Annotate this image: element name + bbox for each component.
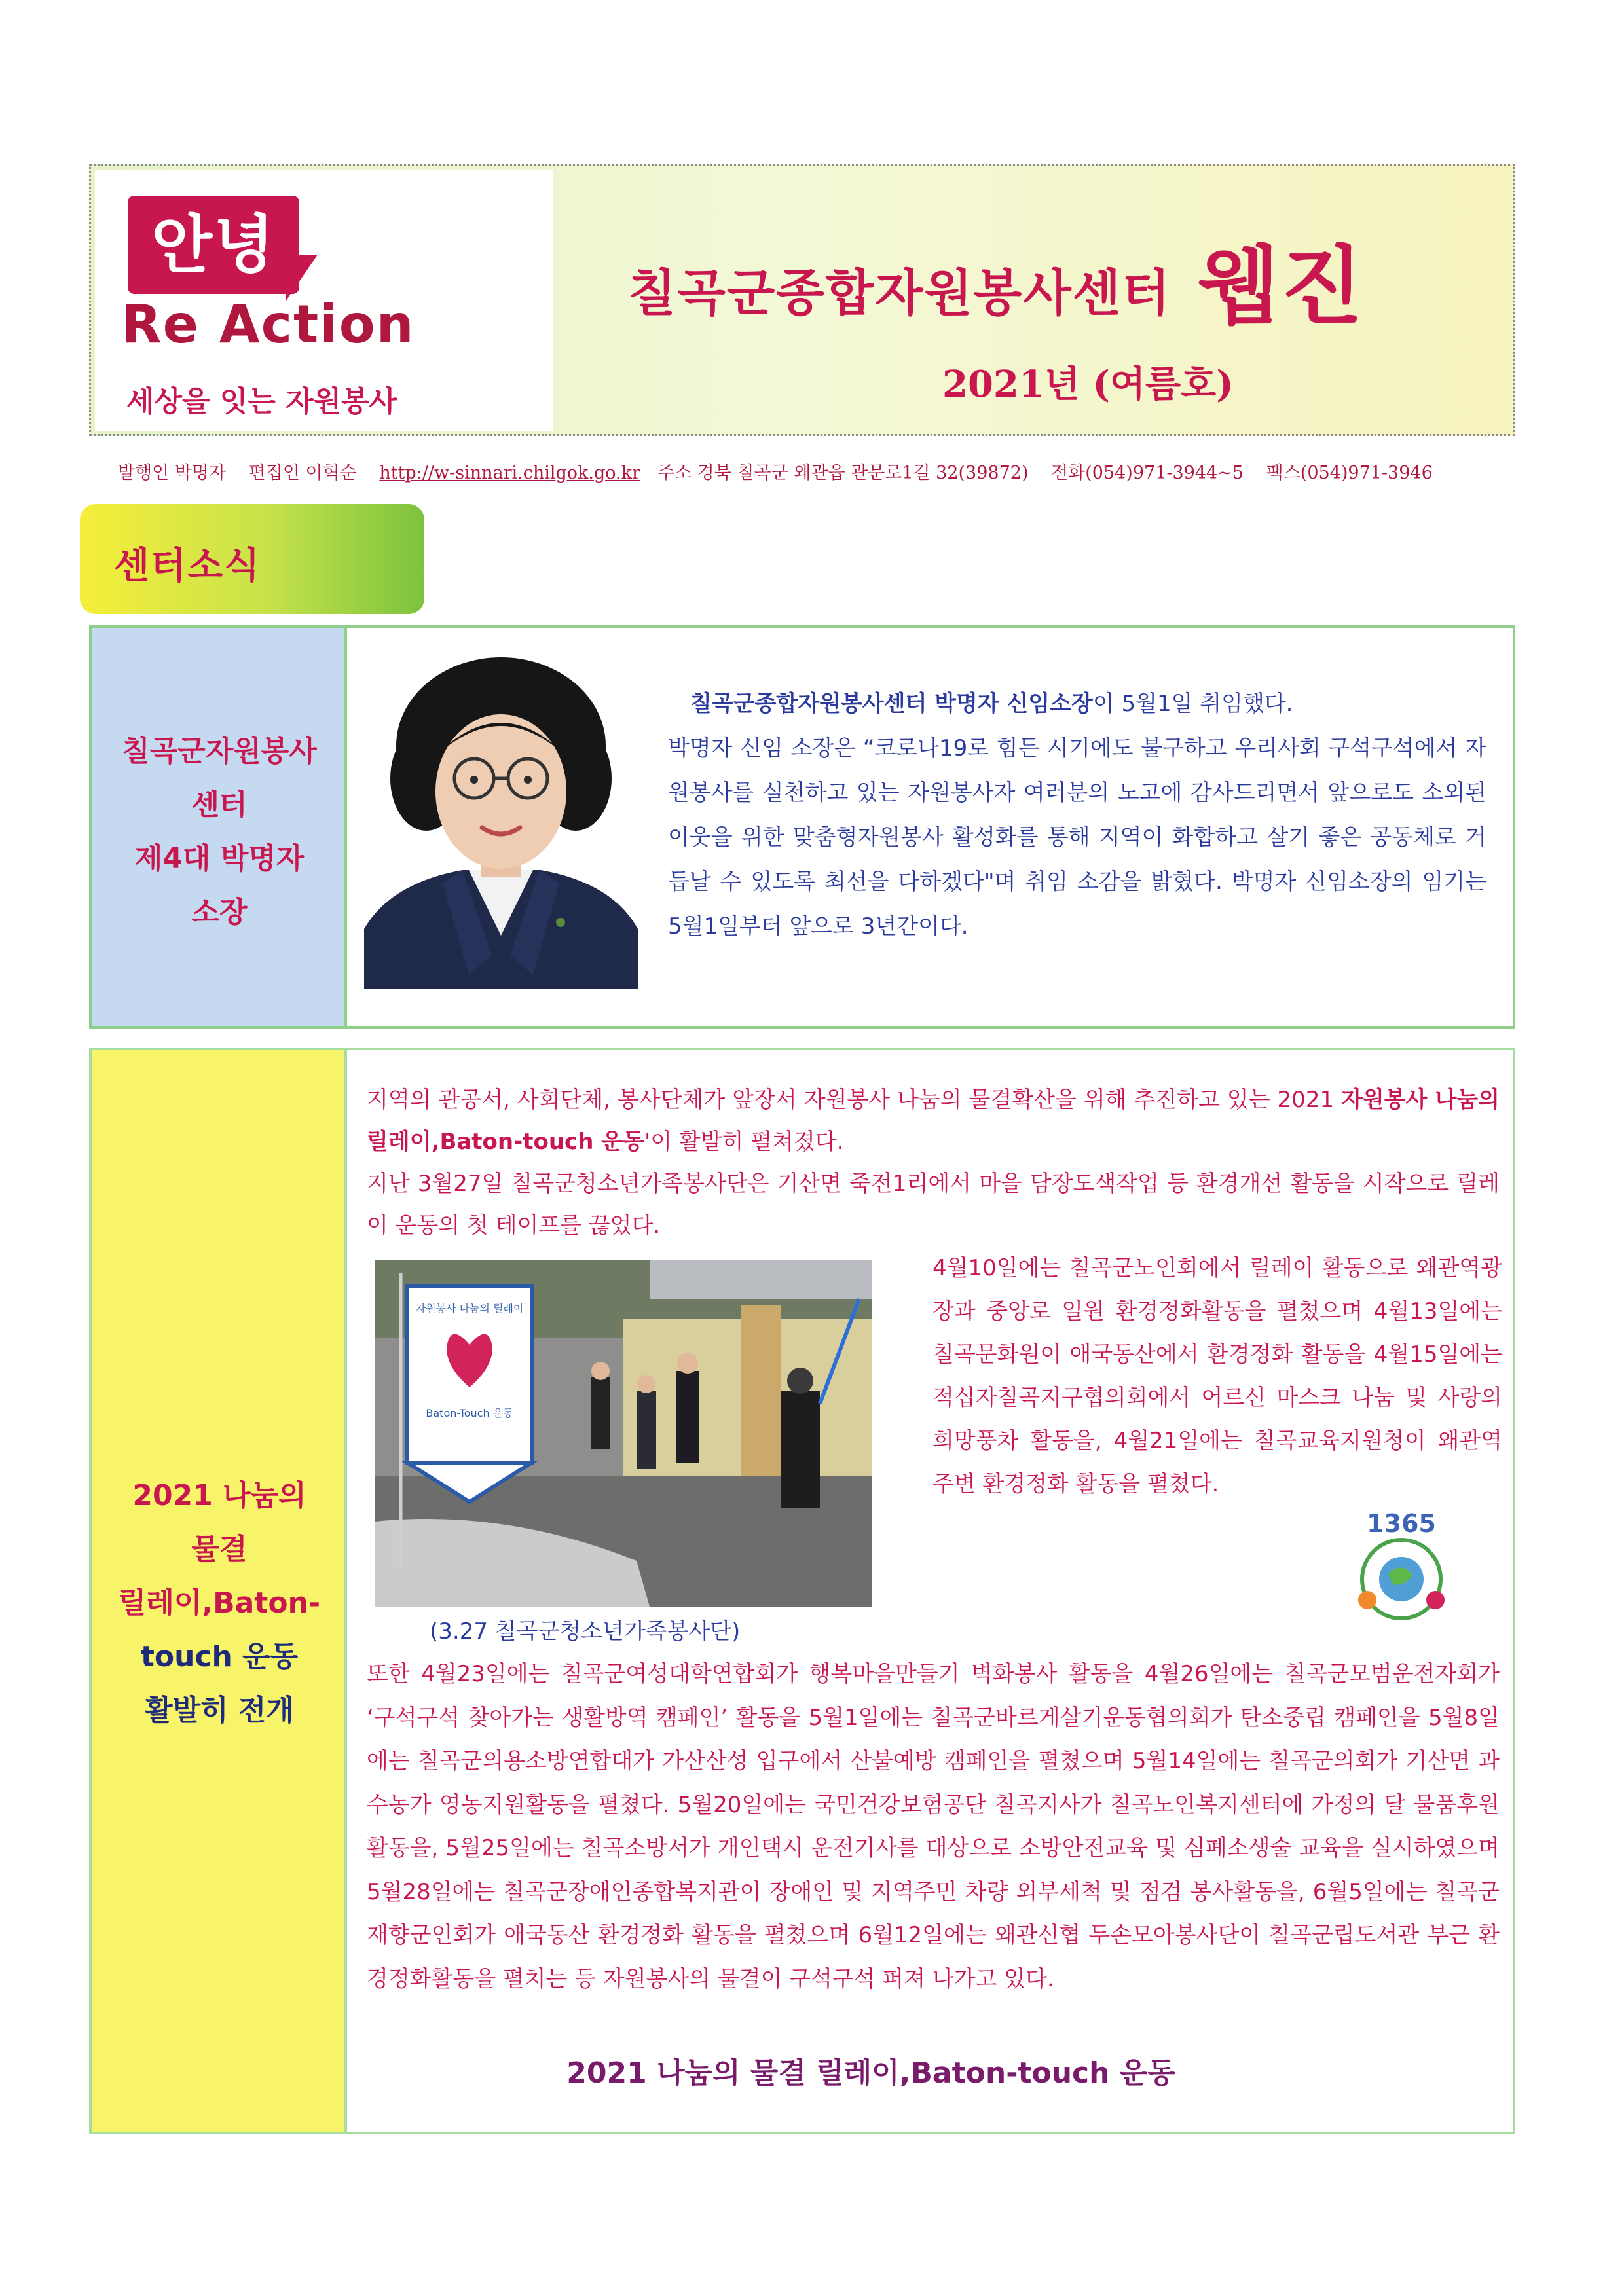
article2-heading-line: 활발히 전개 (145, 1694, 294, 1727)
intro-text: 지난 3월27일 칠곡군청소년가족봉사단은 기산면 죽전1리에서 마을 담장도색작업 등 환경개선 활동을 시작으로 릴레이 운동의 첫 테이프를 끊었다. (367, 1171, 1500, 1239)
edition-label: 2021년 (여름호) (942, 363, 1234, 406)
banner-subtitle: Baton-Touch 운동 (426, 1407, 513, 1419)
phone: 전화(054)971-3944~5 (1051, 463, 1244, 483)
article1-body (668, 682, 1486, 949)
volunteer-activity-photo (375, 1260, 872, 1607)
publisher-name: 발행인 박명자 (118, 463, 227, 483)
publisher-info (118, 458, 1526, 484)
article-new-director (89, 625, 1515, 1029)
article1-sidebar (92, 628, 347, 1026)
director-portrait (364, 647, 638, 989)
article2-heading-line: touch 운동 (140, 1640, 299, 1673)
logo (95, 170, 553, 431)
article1-heading-line: 센터 (191, 788, 248, 822)
article2-heading-line: 릴레이,Baton- (118, 1586, 321, 1620)
address: 주소 경북 칠곡군 왜관읍 관문로1길 32(39872) (657, 463, 1029, 483)
1365-emblem-icon (1336, 1502, 1467, 1633)
website-link[interactable]: http://w-sinnari.chilgok.go.kr (379, 463, 640, 483)
article2-footer-title: 2021 나눔의 물결 릴레이,Baton-touch 운동 (566, 2056, 1175, 2090)
article1-heading-line: 제4대 박명자 (134, 842, 304, 875)
logo-reaction-text: Re Action (121, 294, 415, 355)
article1-heading-line: 소장 (191, 896, 248, 929)
article1-heading (92, 725, 347, 939)
campaign-name: 자원봉사 나눔의 릴레이,Baton-touch 운동 (367, 1087, 1500, 1155)
photo-caption: (3.27 칠곡군청소년가족봉사단) (430, 1618, 741, 1645)
article2-april-activities: 4월10일에는 칠곡군노인회에서 릴레이 활동으로 왜관역광장과 중앙로 일원 환경정화활동을 펼쳤으며 4월13일에는 칠곡문화원이 애국동산에서 환경정화 활동을 4월15일에는 적십자칠곡지구협의회에서 어르신 마스크 나눔 및 사랑의 희망풍차 활동을, 4월21일에는 칠곡교육지원청이 왜관역 주변 환경정화 활동을 펼쳤다. (932, 1255, 1502, 1497)
webzine-label: 웹진 (1197, 236, 1365, 336)
article2-intro (367, 1079, 1500, 1247)
webzine-header (89, 164, 1515, 436)
page-title (628, 218, 1479, 340)
logo-speech-bubble: 안녕 (128, 196, 299, 294)
banner-text: 자원봉사 나눔의 릴레이 (415, 1302, 524, 1315)
article2-sidebar (92, 1050, 347, 2132)
article2-heading-line: 물결 (191, 1533, 248, 1566)
article-baton-touch (89, 1048, 1515, 2134)
article1-lead-rest: 이 5월1일 취임했다. (1092, 691, 1293, 717)
section-tab (80, 504, 424, 614)
logo-tagline: 세상을 잇는 자원봉사 (126, 385, 397, 418)
center-name: 칠곡군종합자원봉사센터 (628, 264, 1172, 322)
article2-heading-line: 2021 나눔의 (132, 1479, 306, 1512)
article1-lead: 칠곡군종합자원봉사센터 박명자 신임소장 (690, 691, 1093, 717)
fax: 팩스(054)971-3946 (1266, 463, 1433, 483)
section-title: 센터소식 (114, 545, 261, 587)
article2-main-body: 또한 4월23일에는 칠곡군여성대학연합회가 행복마을만들기 벽화봉사 활동을 4월26일에는 칠곡군모범운전자회가 ‘구석구석 찾아가는 생활방역 캠페인’ 활동을 5월1일에는 칠곡군바르게살기운동협의회가 탄소중립 캠페인을 5월8일에는 칠곡군의용소방연합대가 가산산성 입구에서 산불예방 캠페인을 펼쳤으며 5월14일에는 칠곡군의회가 기산면 과수농가 영농지원활동을 펼쳤다. 5월20일에는 국민건강보험공단 칠곡지사가 칠곡노인복지센터에 가정의 달 물품후원활동을, 5월25일에는 칠곡소방서가 개인택시 운전기사를 대상으로 소방안전교육 및 심폐소생술 교육을 실시하였으며 5월28일에는 칠곡군장애인종합복지관이 장애인 및 지역주민 차량 외부세척 및 점검 봉사활동을, 6월5일에는 칠곡군재향군인회가 애국동산 환경정화 활동을 펼쳤으며 6월12일에는 왜관신협 두손모아봉사단이 칠곡군립도서관 부근 환경정화활동을 펼치는 등 자원봉사의 물결이 구석구석 퍼져 나가고 있다. (367, 1661, 1500, 1992)
intro-text: '이 활발히 펼쳐졌다. (644, 1129, 844, 1155)
intro-text: 지역의 관공서, 사회단체, 봉사단체가 앞장서 자원봉사 나눔의 물결확산을 위해 추진하고 있는 2021 (367, 1087, 1342, 1113)
article2-heading (92, 1469, 347, 1738)
article1-paragraph: 박명자 신임 소장은 “코로나19로 힘든 시기에도 불구하고 우리사회 구석구석에서 자원봉사를 실천하고 있는 자원봉사자 여러분의 노고에 감사드리면서 앞으로도 소외된 이웃을 위한 맞춤형자원봉사 활성화를 통해 지역이 화합하고 살기 좋은 공동체로 거듭날 수 있도록 최선을 다하겠다"며 취임 소감을 밝혔다. 박명자 신임소장의 임기는 5월1일부터 앞으로 3년간이다. (668, 735, 1486, 939)
emblem-number: 1365 (1367, 1509, 1436, 1538)
article1-heading-line: 칠곡군자원봉사 (122, 735, 317, 768)
editor-name: 편집인 이혁순 (248, 463, 357, 483)
